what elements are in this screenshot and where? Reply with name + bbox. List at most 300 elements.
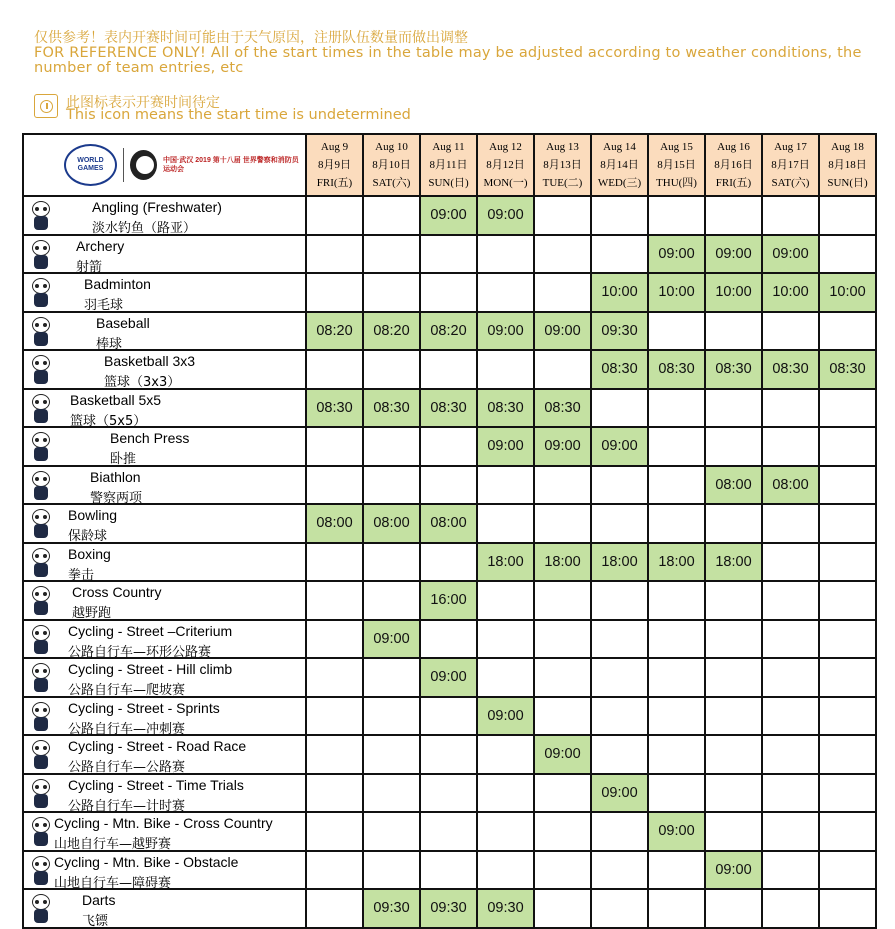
empty-cell	[420, 697, 477, 736]
day-header-weekday: SUN(日)	[827, 177, 868, 189]
start-time-cell: 08:30	[648, 350, 705, 389]
empty-cell	[762, 774, 819, 813]
empty-cell	[762, 658, 819, 697]
table-row	[23, 581, 876, 620]
panda-mascot-icon	[28, 240, 54, 270]
day-header-zh-date: 8月16日	[714, 159, 753, 171]
empty-cell	[762, 735, 819, 774]
day-header-date: Aug 18	[831, 141, 864, 153]
day-header-weekday: MON(一)	[483, 177, 528, 189]
empty-cell	[363, 466, 420, 505]
event-name-en: Bench Press	[110, 430, 190, 446]
panda-mascot-icon	[28, 856, 54, 886]
empty-cell	[477, 235, 534, 274]
start-time-cell: 09:00	[534, 312, 591, 351]
start-time-cell: 09:00	[477, 312, 534, 351]
start-time-cell: 08:00	[306, 504, 363, 543]
empty-cell	[705, 427, 762, 466]
event-name-en: Basketball 5x5	[70, 391, 162, 408]
event-name-zh: 羽毛球	[84, 298, 124, 313]
event-cell	[23, 889, 306, 928]
empty-cell	[420, 812, 477, 851]
empty-cell	[762, 543, 819, 582]
event-cell	[23, 427, 306, 466]
start-time-cell: 08:20	[306, 312, 363, 351]
event-cell	[23, 812, 306, 851]
start-time-cell: 09:00	[705, 235, 762, 274]
empty-cell	[306, 273, 363, 312]
table-row	[23, 658, 876, 697]
empty-cell	[363, 851, 420, 890]
day-header-weekday: SAT(六)	[372, 177, 411, 189]
empty-cell	[648, 774, 705, 813]
event-name-en: Boxing	[68, 545, 111, 562]
empty-cell	[420, 427, 477, 466]
empty-cell	[819, 889, 876, 928]
empty-cell	[534, 466, 591, 505]
day-header-date: Aug 14	[603, 141, 636, 153]
day-header-date: Aug 9	[320, 141, 349, 153]
empty-cell	[705, 658, 762, 697]
day-header-date: Aug 10	[375, 141, 408, 153]
empty-cell	[534, 350, 591, 389]
schedule-table	[22, 133, 877, 929]
notice-zh: 仅供参考！表内开赛时间可能由于天气原因，注册队伍数量而做出调整	[34, 30, 468, 46]
event-name-en: Cycling - Street - Time Trials	[68, 776, 244, 793]
empty-cell	[762, 620, 819, 659]
header-row	[23, 134, 876, 196]
empty-cell	[363, 735, 420, 774]
day-header-zh-date: 8月13日	[543, 159, 582, 171]
notice-en: FOR REFERENCE ONLY! All of the start times in the table may be adjusted according to weather conditions, the number of team entries, etc	[34, 45, 862, 76]
empty-cell	[420, 774, 477, 813]
empty-cell	[306, 196, 363, 235]
panda-mascot-icon	[28, 355, 54, 385]
empty-cell	[477, 658, 534, 697]
event-cell	[23, 350, 306, 389]
empty-cell	[762, 196, 819, 235]
empty-cell	[420, 620, 477, 659]
event-name-en: Darts	[82, 892, 116, 908]
day-header-zh-date: 8月18日	[828, 159, 867, 171]
empty-cell	[762, 697, 819, 736]
event-cell	[23, 504, 306, 543]
empty-cell	[306, 774, 363, 813]
event-cell	[23, 851, 306, 890]
day-header-weekday: FRI(五)	[715, 177, 752, 189]
event-cell	[23, 196, 306, 235]
event-cell	[23, 389, 306, 428]
clock-icon	[34, 94, 58, 118]
start-time-cell: 09:00	[591, 774, 648, 813]
event-name-en: Cross Country	[72, 584, 162, 600]
empty-cell	[477, 620, 534, 659]
panda-mascot-icon	[28, 471, 54, 501]
empty-cell	[591, 620, 648, 659]
empty-cell	[477, 273, 534, 312]
panda-mascot-icon	[28, 432, 54, 462]
day-header	[534, 134, 591, 196]
empty-cell	[420, 851, 477, 890]
panda-mascot-icon	[28, 663, 54, 693]
day-header-weekday: SAT(六)	[771, 177, 810, 189]
start-time-cell: 10:00	[591, 273, 648, 312]
empty-cell	[819, 620, 876, 659]
event-name-en: Biathlon	[90, 468, 141, 485]
empty-cell	[534, 774, 591, 813]
empty-cell	[648, 427, 705, 466]
day-header-weekday: FRI(五)	[316, 177, 353, 189]
empty-cell	[705, 312, 762, 351]
start-time-cell: 08:30	[591, 350, 648, 389]
icon-legend-zh: 此图标表示开赛时间待定	[66, 95, 220, 111]
empty-cell	[591, 235, 648, 274]
empty-cell	[762, 389, 819, 428]
empty-cell	[534, 658, 591, 697]
notice	[34, 30, 874, 76]
empty-cell	[420, 273, 477, 312]
table-row	[23, 851, 876, 890]
start-time-cell: 09:00	[762, 235, 819, 274]
start-time-cell: 08:00	[762, 466, 819, 505]
empty-cell	[306, 658, 363, 697]
empty-cell	[420, 543, 477, 582]
panda-mascot-icon	[28, 586, 54, 616]
empty-cell	[705, 504, 762, 543]
table-row	[23, 312, 876, 351]
empty-cell	[819, 581, 876, 620]
day-header-weekday: THU(四)	[656, 177, 697, 189]
event-name-zh: 警察两项	[90, 490, 143, 506]
empty-cell	[591, 196, 648, 235]
day-header-date: Aug 11	[432, 141, 465, 153]
event-name-zh: 公路自行车—爬坡赛	[68, 683, 186, 698]
event-name-en: Cycling - Street - Road Race	[68, 738, 247, 754]
empty-cell	[648, 389, 705, 428]
day-header-zh-date: 8月10日	[372, 159, 411, 171]
start-time-cell: 09:00	[705, 851, 762, 890]
start-time-cell: 08:30	[420, 389, 477, 428]
empty-cell	[705, 620, 762, 659]
table-row	[23, 389, 876, 428]
event-name-zh: 篮球（5x5）	[70, 413, 147, 429]
table-row	[23, 196, 876, 235]
empty-cell	[363, 658, 420, 697]
day-header-zh-date: 8月9日	[318, 159, 351, 171]
event-name-en: Bowling	[68, 507, 118, 523]
empty-cell	[534, 889, 591, 928]
empty-cell	[477, 812, 534, 851]
start-time-cell: 18:00	[705, 543, 762, 582]
day-header	[591, 134, 648, 196]
event-cell	[23, 543, 306, 582]
start-time-cell: 09:00	[420, 196, 477, 235]
event-name-zh: 卧推	[110, 452, 137, 467]
event-name-en: Cycling - Street –Criterium	[68, 622, 233, 639]
event-name-en: Basketball 3x3	[104, 353, 196, 369]
start-time-cell: 09:00	[534, 735, 591, 774]
panda-mascot-icon	[28, 779, 54, 809]
empty-cell	[363, 235, 420, 274]
table-row	[23, 812, 876, 851]
start-time-cell: 09:30	[591, 312, 648, 351]
empty-cell	[534, 620, 591, 659]
start-time-cell: 08:30	[534, 389, 591, 428]
empty-cell	[363, 697, 420, 736]
start-time-cell: 08:20	[363, 312, 420, 351]
empty-cell	[477, 466, 534, 505]
event-name-zh: 篮球（3x3）	[104, 375, 181, 390]
empty-cell	[420, 466, 477, 505]
day-header-weekday: WED(三)	[597, 177, 642, 189]
event-cell	[23, 774, 306, 813]
empty-cell	[306, 543, 363, 582]
day-header-weekday: SUN(日)	[428, 177, 469, 189]
empty-cell	[762, 851, 819, 890]
empty-cell	[591, 658, 648, 697]
panda-logo-icon	[130, 150, 157, 180]
event-name-zh: 公路自行车—环形公路赛	[68, 644, 212, 660]
empty-cell	[420, 735, 477, 774]
empty-cell	[648, 658, 705, 697]
table-row	[23, 774, 876, 813]
empty-cell	[705, 389, 762, 428]
empty-cell	[705, 735, 762, 774]
day-header	[762, 134, 819, 196]
event-name-zh: 山地自行车—障碍赛	[54, 875, 172, 891]
event-name-en: Baseball	[96, 314, 150, 331]
event-cell	[23, 658, 306, 697]
start-time-cell: 10:00	[648, 273, 705, 312]
panda-mascot-icon	[28, 548, 54, 578]
empty-cell	[534, 235, 591, 274]
empty-cell	[477, 581, 534, 620]
empty-cell	[819, 504, 876, 543]
empty-cell	[819, 196, 876, 235]
day-header-zh-date: 8月14日	[600, 159, 639, 171]
table-row	[23, 543, 876, 582]
empty-cell	[591, 504, 648, 543]
empty-cell	[648, 735, 705, 774]
start-time-cell: 08:00	[363, 504, 420, 543]
start-time-cell: 09:00	[648, 235, 705, 274]
start-time-cell: 09:00	[477, 697, 534, 736]
start-time-cell: 09:00	[648, 812, 705, 851]
event-name-en: Cycling - Street - Hill climb	[68, 661, 233, 677]
event-name-en: Cycling - Mtn. Bike - Cross Country	[54, 815, 273, 831]
empty-cell	[705, 812, 762, 851]
empty-cell	[591, 735, 648, 774]
empty-cell	[477, 851, 534, 890]
empty-cell	[819, 658, 876, 697]
empty-cell	[762, 581, 819, 620]
empty-cell	[819, 851, 876, 890]
event-name-zh: 山地自行车—越野赛	[54, 837, 172, 852]
empty-cell	[648, 697, 705, 736]
start-time-cell: 09:00	[591, 427, 648, 466]
empty-cell	[363, 196, 420, 235]
event-name-zh: 射箭	[76, 259, 103, 275]
icon-legend-en: This icon means the start time is undetermined	[66, 107, 411, 123]
start-time-cell: 09:30	[420, 889, 477, 928]
empty-cell	[363, 350, 420, 389]
start-time-cell: 09:00	[420, 658, 477, 697]
panda-mascot-icon	[28, 278, 54, 308]
start-time-cell: 16:00	[420, 581, 477, 620]
header-logo-cell	[23, 134, 306, 196]
table-row	[23, 889, 876, 928]
empty-cell	[306, 466, 363, 505]
logo-divider	[123, 148, 124, 182]
day-header-date: Aug 16	[717, 141, 750, 153]
day-header	[477, 134, 534, 196]
start-time-cell: 18:00	[477, 543, 534, 582]
table-row	[23, 504, 876, 543]
day-header-date: Aug 17	[774, 141, 807, 153]
start-time-cell: 09:30	[363, 889, 420, 928]
empty-cell	[306, 735, 363, 774]
start-time-cell: 08:30	[762, 350, 819, 389]
day-header	[705, 134, 762, 196]
table-row	[23, 273, 876, 312]
event-cell	[23, 697, 306, 736]
world-games-logo: WORLD GAMES	[64, 144, 117, 186]
event-name-zh: 公路自行车—计时赛	[68, 798, 186, 814]
panda-mascot-icon	[28, 509, 54, 539]
day-header	[420, 134, 477, 196]
empty-cell	[819, 312, 876, 351]
day-header-zh-date: 8月17日	[771, 159, 810, 171]
empty-cell	[534, 273, 591, 312]
empty-cell	[591, 697, 648, 736]
panda-mascot-icon	[28, 817, 54, 847]
day-header-date: Aug 15	[660, 141, 693, 153]
empty-cell	[648, 620, 705, 659]
empty-cell	[762, 312, 819, 351]
empty-cell	[363, 774, 420, 813]
empty-cell	[591, 389, 648, 428]
event-cell	[23, 581, 306, 620]
event-name-en: Angling (Freshwater)	[92, 199, 222, 215]
day-header	[306, 134, 363, 196]
start-time-cell: 10:00	[819, 273, 876, 312]
empty-cell	[819, 543, 876, 582]
table-row	[23, 350, 876, 389]
empty-cell	[819, 427, 876, 466]
empty-cell	[819, 235, 876, 274]
day-header-date: Aug 13	[546, 141, 579, 153]
empty-cell	[363, 581, 420, 620]
empty-cell	[306, 812, 363, 851]
start-time-cell: 08:30	[705, 350, 762, 389]
start-time-cell: 08:20	[420, 312, 477, 351]
event-cell	[23, 273, 306, 312]
event-name-zh: 棒球	[96, 336, 123, 352]
empty-cell	[705, 889, 762, 928]
start-time-cell: 18:00	[648, 543, 705, 582]
panda-mascot-icon	[28, 740, 54, 770]
event-name-zh: 拳击	[68, 567, 95, 583]
empty-cell	[705, 774, 762, 813]
panda-mascot-icon	[28, 317, 54, 347]
empty-cell	[306, 427, 363, 466]
empty-cell	[363, 273, 420, 312]
event-name-zh: 飞镖	[82, 914, 109, 929]
start-time-cell: 08:30	[363, 389, 420, 428]
empty-cell	[648, 196, 705, 235]
empty-cell	[534, 581, 591, 620]
empty-cell	[591, 889, 648, 928]
empty-cell	[819, 812, 876, 851]
event-name-en: Archery	[76, 237, 125, 254]
event-cell	[23, 466, 306, 505]
day-header	[819, 134, 876, 196]
start-time-cell: 08:30	[477, 389, 534, 428]
event-name-zh: 公路自行车—公路赛	[68, 760, 186, 775]
empty-cell	[363, 812, 420, 851]
empty-cell	[705, 196, 762, 235]
empty-cell	[306, 620, 363, 659]
day-header	[363, 134, 420, 196]
panda-mascot-icon	[28, 394, 54, 424]
table-row	[23, 466, 876, 505]
event-logo-text: 中国·武汉 2019 第十八届 世界警察和消防员运动会	[163, 157, 299, 173]
start-time-cell: 09:30	[477, 889, 534, 928]
start-time-cell: 08:30	[819, 350, 876, 389]
empty-cell	[819, 735, 876, 774]
empty-cell	[534, 812, 591, 851]
empty-cell	[591, 466, 648, 505]
empty-cell	[363, 427, 420, 466]
event-name-zh: 淡水钓鱼（路亚）	[92, 221, 197, 236]
empty-cell	[306, 235, 363, 274]
table-row	[23, 735, 876, 774]
empty-cell	[648, 466, 705, 505]
start-time-cell: 10:00	[705, 273, 762, 312]
empty-cell	[819, 697, 876, 736]
empty-cell	[477, 350, 534, 389]
empty-cell	[534, 697, 591, 736]
empty-cell	[534, 504, 591, 543]
start-time-cell: 08:30	[306, 389, 363, 428]
empty-cell	[762, 889, 819, 928]
day-header-date: Aug 12	[489, 141, 522, 153]
empty-cell	[306, 851, 363, 890]
empty-cell	[648, 581, 705, 620]
empty-cell	[420, 235, 477, 274]
empty-cell	[819, 774, 876, 813]
day-header-weekday: TUE(二)	[542, 177, 583, 189]
empty-cell	[648, 504, 705, 543]
empty-cell	[648, 312, 705, 351]
panda-mascot-icon	[28, 702, 54, 732]
schedule-body	[23, 196, 876, 928]
empty-cell	[306, 697, 363, 736]
event-name-zh: 公路自行车—冲刺赛	[68, 721, 186, 737]
day-header-zh-date: 8月15日	[657, 159, 696, 171]
event-name-zh: 保龄球	[68, 529, 108, 544]
start-time-cell: 09:00	[477, 196, 534, 235]
empty-cell	[762, 504, 819, 543]
table-row	[23, 697, 876, 736]
empty-cell	[648, 851, 705, 890]
start-time-cell: 09:00	[363, 620, 420, 659]
start-time-cell: 08:00	[705, 466, 762, 505]
event-cell	[23, 235, 306, 274]
empty-cell	[762, 427, 819, 466]
table-row	[23, 235, 876, 274]
event-cell	[23, 735, 306, 774]
